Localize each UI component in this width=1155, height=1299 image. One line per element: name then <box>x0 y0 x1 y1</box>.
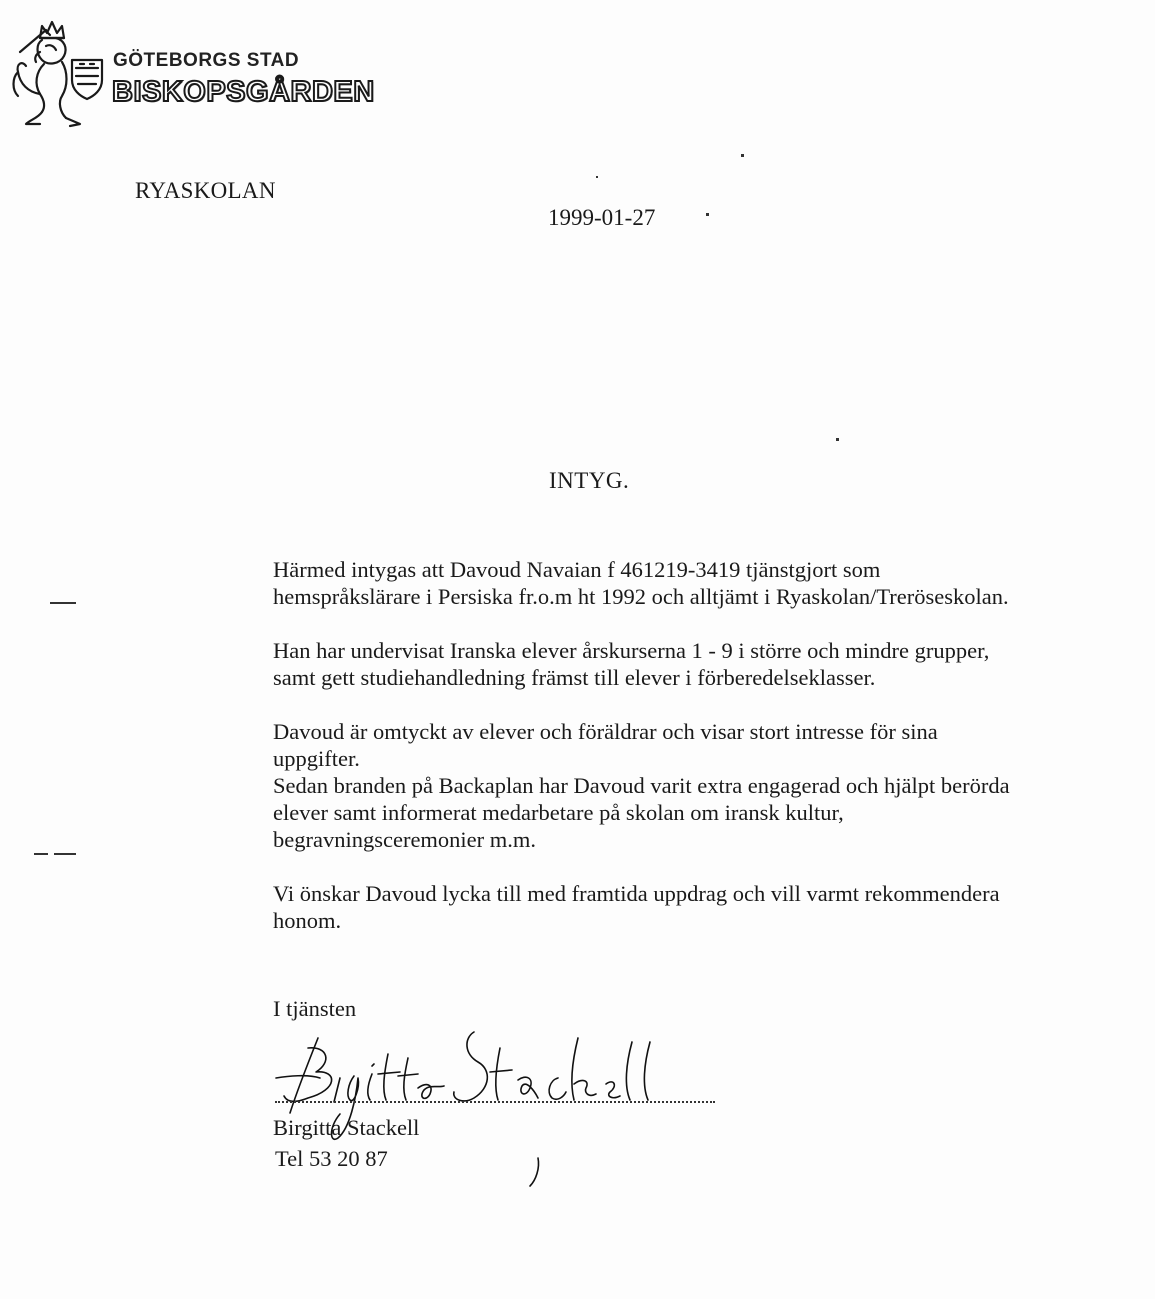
school-name: RYASKOLAN <box>135 178 276 203</box>
signer-phone: Tel 53 20 87 <box>275 1146 388 1171</box>
scan-mark <box>741 154 744 157</box>
document-heading: INTYG. <box>549 468 630 493</box>
body-line: Davoud är omtyckt av elever och föräldrar och visar stort intresse för sina <box>273 719 938 744</box>
body-line: elever samt informerat medarbetare på skolan om iransk kultur, <box>273 800 844 825</box>
body-line: Sedan branden på Backaplan har Davoud varit extra engagerad och hjälpt berörda <box>273 773 1010 798</box>
body-line: hemspråkslärare i Persiska fr.o.m ht 1992 och alltjämt i Ryaskolan/Treröseskolan. <box>273 584 1009 609</box>
signer-name: Birgitta Stackell <box>273 1115 420 1140</box>
signature-line <box>275 1101 715 1103</box>
scan-mark <box>706 213 709 216</box>
scan-mark <box>54 853 76 855</box>
body-line: Vi önskar Davoud lycka till med framtida uppdrag och vill varmt rekommendera <box>273 881 1000 906</box>
body-line: uppgifter. <box>273 746 360 771</box>
letter-body <box>273 556 1123 934</box>
body-line: Han har undervisat Iranska elever årskurserna 1 - 9 i större och mindre grupper, <box>273 638 990 663</box>
scan-mark <box>50 602 76 604</box>
body-line: begravningsceremonier m.m. <box>273 827 537 852</box>
closing-phrase: I tjänsten <box>273 996 357 1021</box>
body-line: Härmed intygas att Davoud Navaian f 461219-3419 tjänstgjort som <box>273 557 881 582</box>
body-line: honom. <box>273 908 342 933</box>
scan-mark <box>34 853 48 855</box>
body-line: samt gett studiehandledning främst till elever i förberedelseklasser. <box>273 665 876 690</box>
scan-mark <box>596 176 598 178</box>
scan-mark <box>836 438 839 441</box>
letter-date: 1999-01-27 <box>548 205 656 230</box>
district-name: BISKOPSGÅRDEN <box>112 76 375 108</box>
lion-emblem-logo <box>6 8 106 132</box>
org-name: GÖTEBORGS STAD <box>113 50 300 71</box>
